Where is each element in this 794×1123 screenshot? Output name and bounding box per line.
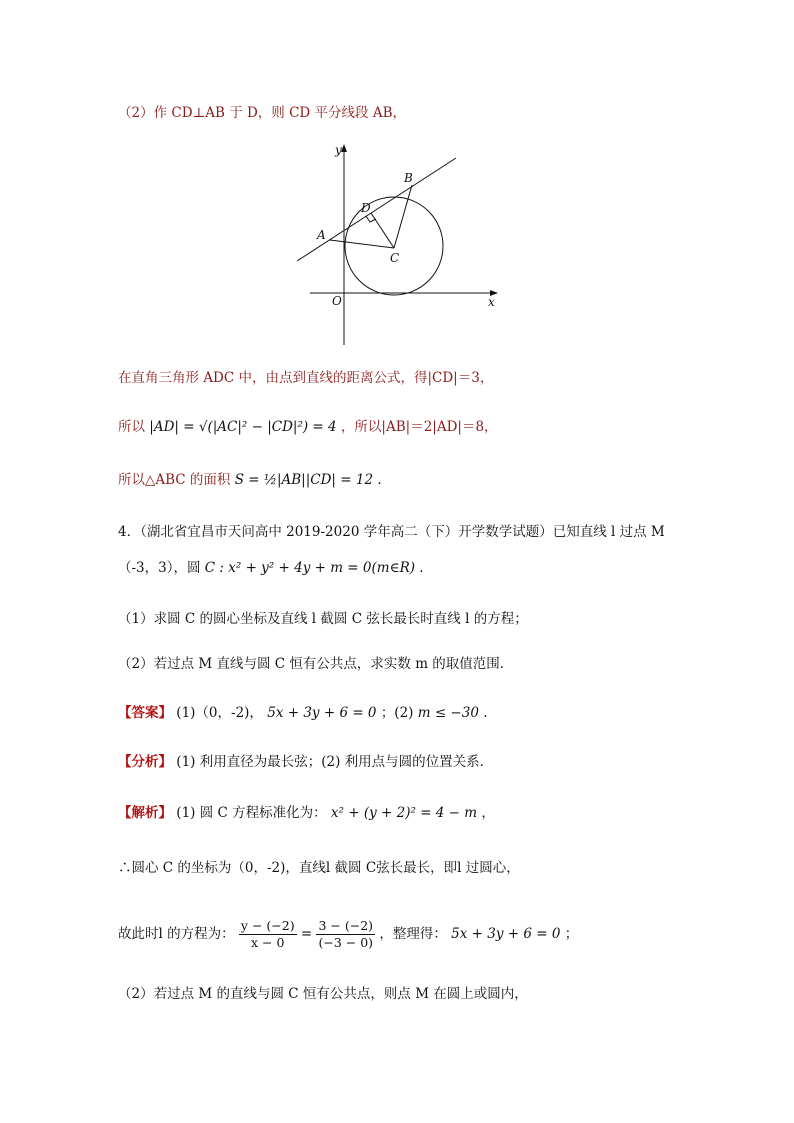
fraction-2-numerator: 3 − (−2) <box>318 918 374 933</box>
part2-intro: （2）作 CD⊥AB 于 D，则 CD 平分线段 AB， <box>118 105 407 121</box>
circle-equation: C : x² + y² + 4y + m = 0(m∈R) <box>204 560 415 576</box>
problem4-q2: （2）若过点 M 直线与圆 C 恒有公共点，求实数 m 的取值范围． <box>118 656 514 672</box>
answer-tag: 【答案】 <box>118 705 172 721</box>
fraction-1 <box>239 918 297 951</box>
answer-formula1: 5x + 3y + 6 = 0 <box>267 705 377 721</box>
problem4-line2 <box>118 558 424 578</box>
solution-tag: 【解析】 <box>118 805 172 821</box>
step2-suffix: ，所以|AB|＝2|AD|＝8， <box>340 419 498 435</box>
equals-sign: = <box>300 926 317 942</box>
circle-c <box>345 197 443 295</box>
step2-prefix: 所以 <box>118 419 145 435</box>
segment-bc <box>394 185 412 248</box>
problem4-line1: 4．（湖北省宜昌市天问高中 2019-2020 学年高二（下）开学数学试题）已知直线 l 过点 M <box>118 524 665 540</box>
segment-cd <box>371 213 394 248</box>
fraction-2 <box>316 918 375 951</box>
answer-formula2: m ≤ −30 <box>417 705 479 721</box>
label-o: O <box>332 294 342 308</box>
solution-line3-mid: ，整理得： <box>379 926 447 942</box>
label-b: B <box>404 171 413 185</box>
step1-text: 在直角三角形 ADC 中，由点到直线的距离公式，得|CD|＝3， <box>118 370 494 386</box>
segment-ac <box>330 240 394 248</box>
step3-formula: S = ½|AB||CD| = 12 <box>234 472 374 488</box>
label-x: x <box>488 295 495 309</box>
step2-formula: |AD| = √(|AC|² − |CD|²) = 4 <box>149 419 337 435</box>
solution-line4: （2）若过点 M 的直线与圆 C 恒有公共点，则点 M 在圆上或圆内， <box>118 986 528 1002</box>
solution-line2: ∴圆心 C 的坐标为（0，-2)，直线l 截圆 C弦长最长，即l 过圆心， <box>118 860 520 876</box>
solution-end1: ， <box>481 805 495 821</box>
step2-line <box>118 417 498 437</box>
solution-line1 <box>118 803 495 823</box>
answer-text2: ；(2) <box>380 705 414 721</box>
solution-line3-end: ； <box>564 926 579 942</box>
problem4-q1: （1）求圆 C 的圆心坐标及直线 l 截圆 C 弦长最长时直线 l 的方程； <box>118 611 528 627</box>
solution-text1: (1) 圆 C 方程标准化为： <box>176 805 327 821</box>
answer-line <box>118 703 488 723</box>
geometry-figure <box>290 140 510 350</box>
answer-text1: (1)（0，-2)， <box>176 705 263 721</box>
step3-line <box>118 470 382 490</box>
label-y: y <box>335 143 342 157</box>
solution-line3-prefix: 故此时l 的方程为： <box>118 926 235 942</box>
solution-line3 <box>118 912 578 956</box>
label-a: A <box>317 228 326 242</box>
problem4-line2-prefix: （-3，3），圆 <box>118 560 201 576</box>
analysis-line <box>118 752 493 772</box>
label-d: D <box>361 201 371 215</box>
fraction-2-denominator: (−3 − 0) <box>318 935 374 950</box>
analysis-text: (1) 利用直径为最长弦；(2) 利用点与圆的位置关系． <box>176 754 494 770</box>
solution-formula1: x² + (y + 2)² = 4 − m <box>330 805 478 821</box>
step3-prefix: 所以△ABC 的面积 <box>118 472 231 488</box>
solution-formula3: 5x + 3y + 6 = 0 <box>451 926 561 942</box>
problem4-line2-suffix: . <box>419 560 424 576</box>
analysis-tag: 【分析】 <box>118 754 172 770</box>
step3-suffix: . <box>377 472 382 488</box>
fraction-1-denominator: x − 0 <box>251 935 285 950</box>
label-c: C <box>390 251 400 265</box>
y-axis-arrow <box>341 144 347 152</box>
answer-end: . <box>483 705 488 721</box>
fraction-1-numerator: y − (−2) <box>240 918 295 933</box>
